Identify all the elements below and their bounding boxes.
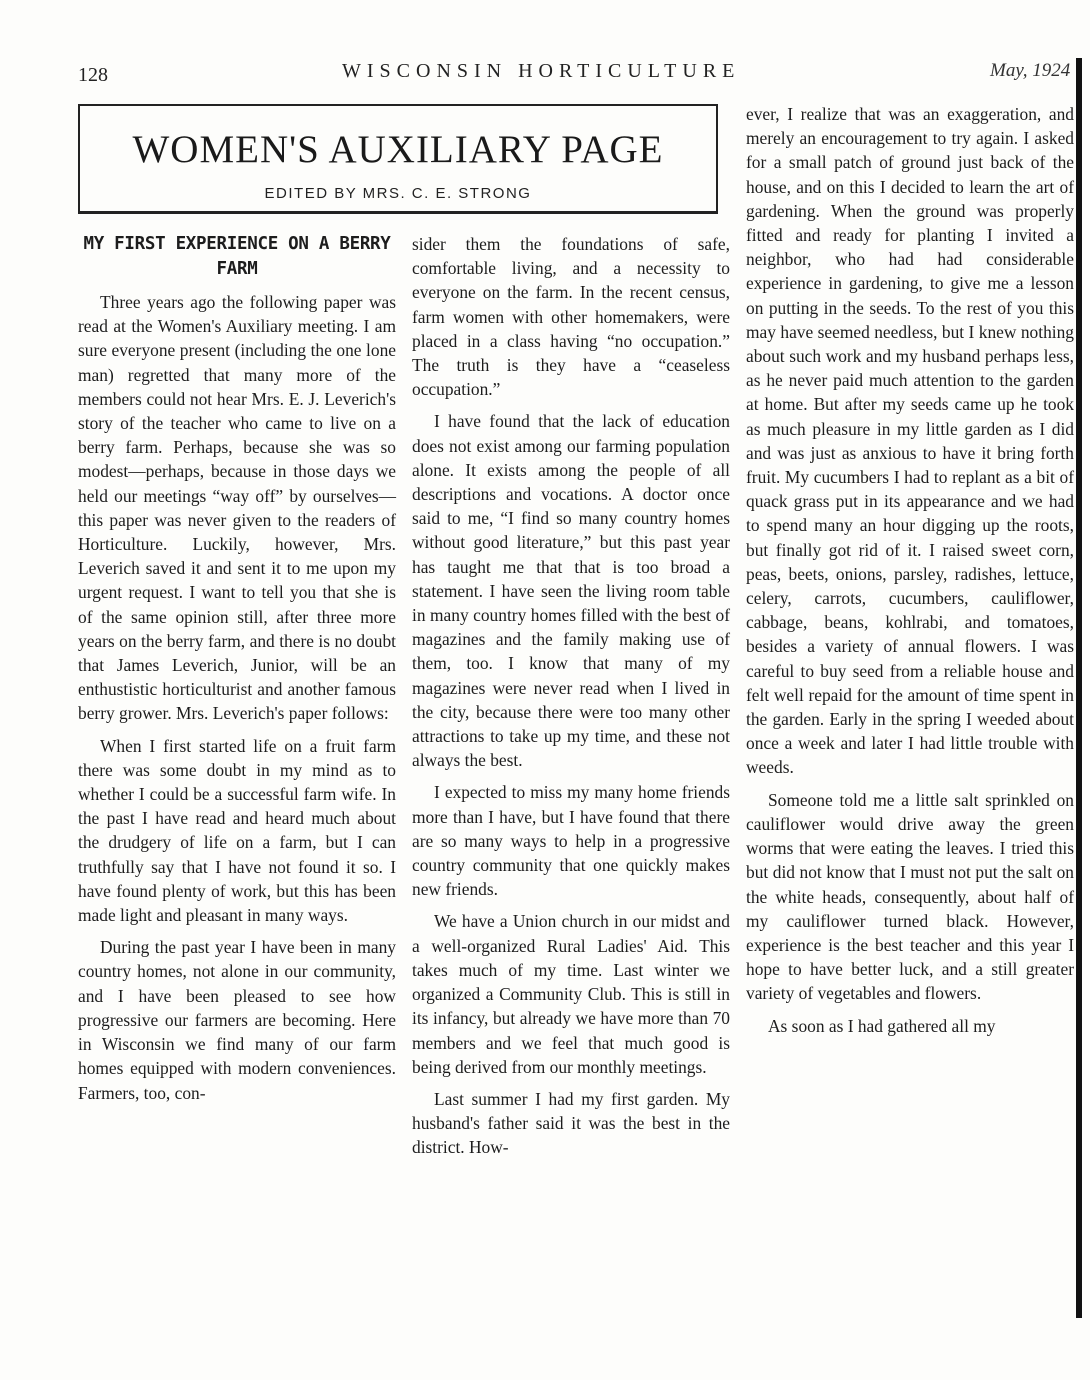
paragraph: We have a Union church in our midst and a well-organized Rural Ladies' Aid. This takes much of my time. Last winter we organized a Community Club. This is still in its infancy, but already we have more than 70 members and we feel that much good is being derived from our monthly meetings. [412, 911, 730, 1077]
text-column-3 [746, 102, 1074, 1046]
issue-date: May, 1924 [990, 60, 1071, 81]
article-title: MY FIRST EXPERIENCE ON A BERRY FARM [83, 234, 391, 279]
text-column-2 [412, 232, 730, 1168]
paragraph: ever, I realize that was an exaggeration, and merely an encouragement to try again. I asked for a small patch of ground just back of the house, and on this I decided to learn the art of gardening. When the ground was properly fitted and ready for planting I invited a neighbor, who had had considerable experience in gardening, to give me a lesson on putting in the seeds. To the rest of you this may have seemed needless, but I knew nothing about such work and my husband perhaps less, as he never paid much attention to the garden at home. But after my seeds came up he took as much pleasure in my little garden as I did and was just as anxious to have it bring forth fruit. My cucumbers I had to replant as a bit of quack grass put in its appearance and we had to spend many an hour digging up the roots, but finally got rid of it. I raised sweet corn, peas, beets, onions, parsley, radishes, lettuce, celery, carrots, cucumbers, cauliflower, cabbage, beans, kohlrabi, and tomatoes, besides a variety of annual flowers. I was careful to buy seed from a reliable house and felt well repaid for the amount of time spent in the garden. Early in the spring I weeded about once a week and later I had little trouble with weeds. [746, 104, 1074, 778]
paragraph: I have found that the lack of education does not exist among our farming population alone. It exists among the people of all descriptions and vocations. A doctor once said to me, “I find so many country homes without good literature,” but this past year has taught me that that is too broad a statement. I have seen the living room table in many country homes filled with the best of magazines and the family making use of them, too. I know that many of my magazines were never read when I lived in the city, because there were too many other attractions to take up my time, and these not always the best. [412, 411, 730, 771]
page-edge-rule [1076, 58, 1082, 1318]
paragraph: Someone told me a little salt sprinkled on cauliflower would drive away the green worms that were eating the leaves. I tried this but did not know that I must not put the salt on the white heads, consequently, about half of my cauliflower turned black. However, experience is the best teacher and this year I hope to have better luck, and a still greater variety of vegetables and flowers. [746, 789, 1074, 1004]
paragraph: I expected to miss my many home friends more than I have, but I have found that there are so many ways to help in a progressive country community that one quickly makes new friends. [412, 782, 730, 900]
paragraph: Three years ago the following paper was read at the Women's Auxiliary meeting. I am sure everyone present (including the one lone man) regretted that many more of the members could not hear Mrs. E. J. Leverich's story of the teacher who came to live on a berry farm. Perhaps, because she was so modest—perhaps, because in those days we held our meetings “way off” by ourselves—this paper was never given to the readers of Horticulture. Luckily, however, Mrs. Leverich saved it and sent it to me upon my urgent request. I want to tell you that she is of the same opinion still, after three more years on the berry farm, and there is no doubt that James Leverich, Junior, will be an enthustistic horticulturist and another famous berry grower. Mrs. Leverich's paper follows: [78, 292, 396, 724]
paragraph: sider them the foundations of safe, comfortable living, and a necessity to everyone on the farm. In the recent census, farm women with other homemakers, were placed in a class having “no occupation.” The truth is they have a “ceaseless occupation.” [412, 234, 730, 400]
journal-running-head: WISCONSIN HORTICULTURE [342, 60, 741, 82]
paragraph: As soon as I had gathered all my [768, 1015, 996, 1036]
section-editor: EDITED BY MRS. C. E. STRONG [264, 185, 532, 202]
paragraph: Last summer I had my first garden. My husband's father said it was the best in the district. How- [412, 1088, 730, 1158]
section-title: WOMEN'S AUXILIARY PAGE [132, 128, 664, 171]
paragraph: When I first started life on a fruit farm there was some doubt in my mind as to whether I could be a successful farm wife. In the past I have read and heard much about the drudgery of life on a farm, but I can truthfully say that I have not found it so. I have found plenty of work, but this has been made light and pleasant in many ways. [78, 735, 396, 926]
paragraph: During the past year I have been in many country homes, not alone in our community, and I have been pleased to see how progressive our farmers are becoming. Here in Wisconsin we find many of our farm homes equipped with modern conveniences. Farmers, too, con- [78, 937, 396, 1103]
section-header-box [78, 104, 718, 214]
page-number: 128 [78, 64, 108, 86]
text-column-1 [78, 232, 396, 1113]
